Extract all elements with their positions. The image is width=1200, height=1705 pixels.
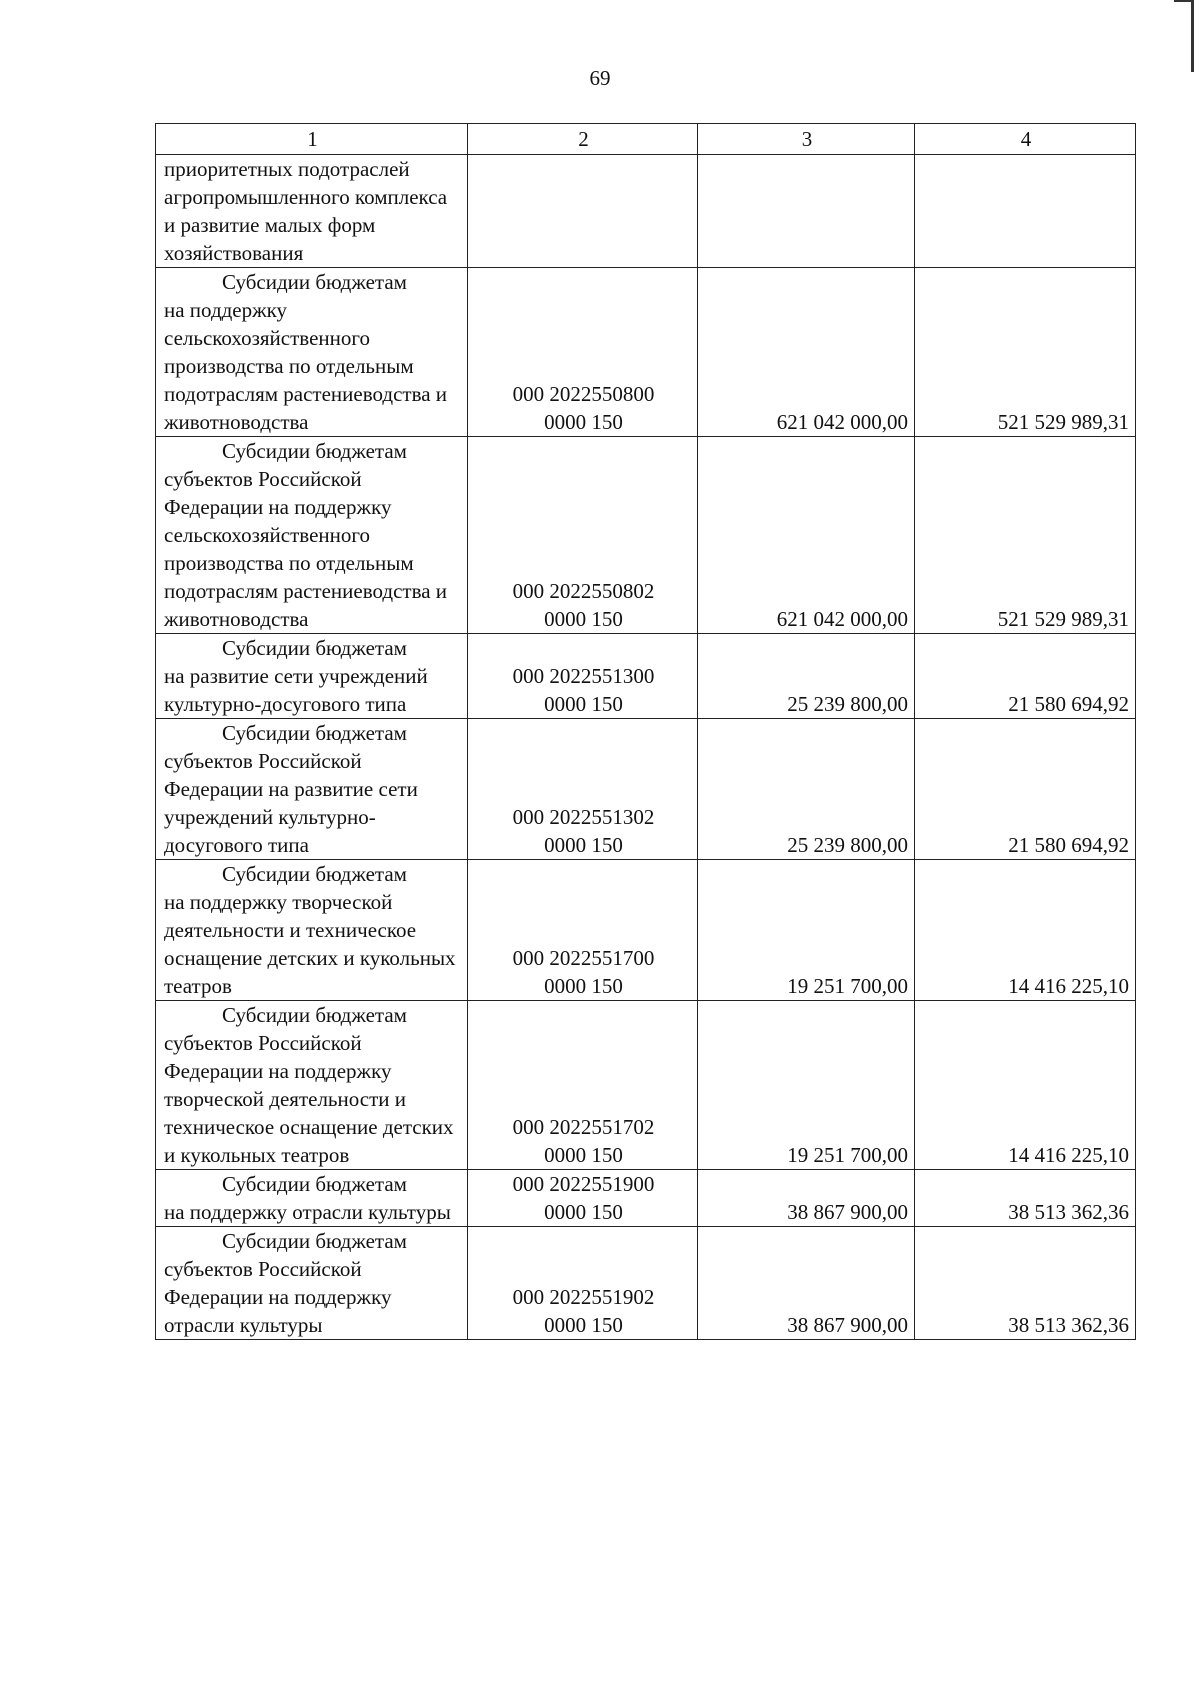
row-code-line1: 000 2022551700 xyxy=(512,946,655,970)
row-lead: Субсидии бюджетам xyxy=(222,439,407,463)
row-col4: 38 513 362,36 xyxy=(915,1170,1136,1227)
row-description xyxy=(156,1227,468,1340)
row-desc-text: субъектов Российской Федерации на поддержку сельскохозяйственного производства по отдельным подотраслям растениеводства и животноводства xyxy=(164,467,448,631)
row-code-line1: 000 2022551302 xyxy=(512,805,655,829)
row-desc-text: субъектов Российской Федерации на поддержку отрасли культуры xyxy=(164,1257,392,1337)
table-row xyxy=(156,1227,1136,1340)
column-header-4: 4 xyxy=(915,124,1136,155)
table-row xyxy=(156,155,1136,268)
row-code-line1: 000 2022550802 xyxy=(512,579,655,603)
row-col4: 14 416 225,10 xyxy=(915,1001,1136,1170)
row-code-line2: 0000 150 xyxy=(544,1200,623,1224)
row-code-line2: 0000 150 xyxy=(544,607,623,631)
row-code-line2: 0000 150 xyxy=(544,833,623,857)
row-description xyxy=(156,634,468,719)
table-row xyxy=(156,1170,1136,1227)
column-header-3: 3 xyxy=(698,124,915,155)
row-col3: 19 251 700,00 xyxy=(698,1001,915,1170)
column-header-2: 2 xyxy=(468,124,698,155)
row-col4: 521 529 989,31 xyxy=(915,268,1136,437)
table-row xyxy=(156,268,1136,437)
row-col3: 621 042 000,00 xyxy=(698,437,915,634)
row-col4: 21 580 694,92 xyxy=(915,634,1136,719)
row-code xyxy=(468,860,698,1001)
table-row xyxy=(156,1001,1136,1170)
row-description xyxy=(156,268,468,437)
row-col3: 621 042 000,00 xyxy=(698,268,915,437)
row-code-line1: 000 2022551300 xyxy=(512,664,655,688)
row-code-line2: 0000 150 xyxy=(544,974,623,998)
row-col3: 38 867 900,00 xyxy=(698,1227,915,1340)
row-description xyxy=(156,155,468,268)
row-lead: Субсидии бюджетам xyxy=(222,1229,407,1253)
table-row xyxy=(156,860,1136,1001)
row-code-line1: 000 2022550800 xyxy=(512,382,655,406)
row-col4: 14 416 225,10 xyxy=(915,860,1136,1001)
row-code xyxy=(468,268,698,437)
row-code-line1: 000 2022551900 xyxy=(512,1172,655,1196)
row-col4 xyxy=(915,155,1136,268)
row-code xyxy=(468,719,698,860)
row-desc-text: субъектов Российской Федерации на развитие сети учреждений культурно-досугового типа xyxy=(164,749,418,857)
row-description xyxy=(156,437,468,634)
row-desc-text: на поддержку сельскохозяйственного производства по отдельным подотраслям растениеводства и животноводства xyxy=(164,298,448,434)
row-code xyxy=(468,155,698,268)
row-lead: Субсидии бюджетам xyxy=(222,721,407,745)
row-description xyxy=(156,860,468,1001)
page-number: 69 xyxy=(589,66,611,90)
row-code-line2: 0000 150 xyxy=(544,410,623,434)
row-col4: 521 529 989,31 xyxy=(915,437,1136,634)
row-code-line2: 0000 150 xyxy=(544,1143,623,1167)
row-code xyxy=(468,1227,698,1340)
budget-table xyxy=(155,123,1136,1340)
row-lead: Субсидии бюджетам xyxy=(222,1003,407,1027)
row-col4: 21 580 694,92 xyxy=(915,719,1136,860)
row-col3: 38 867 900,00 xyxy=(698,1170,915,1227)
table-row xyxy=(156,437,1136,634)
row-desc-text: приоритетных подотраслей агропромышленного комплекса и развитие малых форм хозяйствования xyxy=(164,157,448,265)
row-code xyxy=(468,437,698,634)
row-description xyxy=(156,1170,468,1227)
row-col3: 25 239 800,00 xyxy=(698,719,915,860)
table-header-row xyxy=(156,124,1136,155)
table-row xyxy=(156,634,1136,719)
row-lead: Субсидии бюджетам xyxy=(222,270,407,294)
row-description xyxy=(156,1001,468,1170)
row-lead: Субсидии бюджетам xyxy=(222,862,407,886)
row-col4: 38 513 362,36 xyxy=(915,1227,1136,1340)
row-col3: 25 239 800,00 xyxy=(698,634,915,719)
row-col3: 19 251 700,00 xyxy=(698,860,915,1001)
column-header-1: 1 xyxy=(156,124,468,155)
row-code xyxy=(468,1001,698,1170)
table-row xyxy=(156,719,1136,860)
row-description xyxy=(156,719,468,860)
row-desc-text: на развитие сети учреждений культурно-досугового типа xyxy=(164,664,428,716)
row-desc-text: на поддержку творческой деятельности и техническое оснащение детских и кукольных театров xyxy=(164,890,456,998)
row-desc-text: на поддержку отрасли культуры xyxy=(164,1200,451,1224)
row-col3 xyxy=(698,155,915,268)
row-code-line1: 000 2022551902 xyxy=(512,1285,655,1309)
row-code-line1: 000 2022551702 xyxy=(512,1115,655,1139)
row-code xyxy=(468,634,698,719)
row-code-line2: 0000 150 xyxy=(544,692,623,716)
row-lead: Субсидии бюджетам xyxy=(222,1172,407,1196)
row-desc-text: субъектов Российской Федерации на поддержку творческой деятельности и техническое оснащение детских и кукольных театров xyxy=(164,1031,454,1167)
scan-edge-line xyxy=(1191,0,1194,72)
row-code-line2: 0000 150 xyxy=(544,1313,623,1337)
table-body xyxy=(156,155,1136,1340)
row-code xyxy=(468,1170,698,1227)
row-lead: Субсидии бюджетам xyxy=(222,636,407,660)
